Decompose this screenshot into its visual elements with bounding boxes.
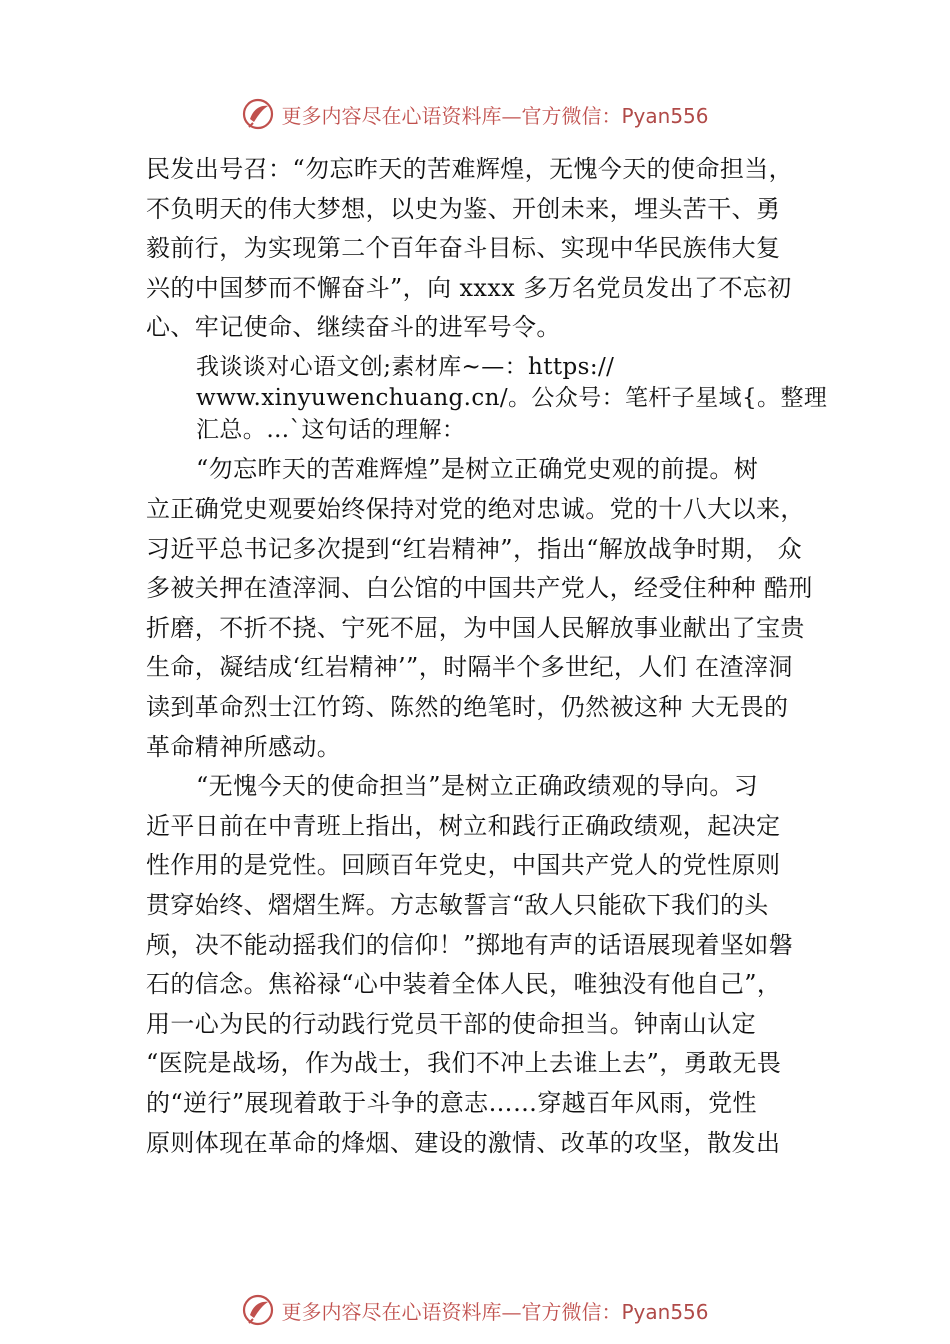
document-body	[146, 150, 836, 1163]
footer-banner-text: 更多内容尽在心语资料库—官方微信：Pyan556	[281, 1299, 709, 1324]
text-line: 用一心为民的行动践行党员干部的使命担当。钟南山认定	[146, 1009, 756, 1038]
text-line: 原则体现在革命的烽烟、建设的激情、改革的攻坚，散发出	[146, 1128, 781, 1157]
text-line: 毅前行，为实现第二个百年奋斗目标、实现中华民族伟大复	[146, 234, 781, 263]
logo-icon	[241, 97, 275, 131]
source-line: www.xinyuwenchuang.cn/。公众号：笔杆子星域{。整理	[196, 385, 828, 412]
text-line: 不负明天的伟大梦想，以史为鉴、开创未来，埋头苦干、勇	[146, 194, 781, 223]
header-banner-text: 更多内容尽在心语资料库—官方微信：Pyan556	[281, 103, 709, 128]
text-line: 颅，决不能动摇我们的信仰！”掷地有声的话语展现着坚如磐	[146, 930, 794, 959]
text-line: 立正确党史观要始终保持对党的绝对忠诚。党的十八大以来，	[146, 495, 805, 524]
header-banner	[0, 94, 950, 134]
text-line: 习近平总书记多次提到“红岩精神”，指出“解放战争时期， 众	[146, 534, 803, 563]
text-line: “无愧今天的使命担当”是树立正确政绩观的导向。习	[196, 772, 759, 801]
text-line: 性作用的是党性。回顾百年党史，中国共产党人的党性原则	[146, 851, 781, 880]
text-line: 贯穿始终、熠熠生辉。方志敏誓言“敌人只能砍下我们的头	[146, 891, 769, 919]
source-line: 我谈谈对心语文创;素材库~—：https://	[196, 353, 615, 380]
text-line: 石的信念。焦裕禄“心中装着全体人民，唯独没有他自己”，	[146, 970, 782, 999]
text-line: 心、牢记使命、继续奋斗的进军号令。	[146, 313, 561, 342]
text-line: “勿忘昨天的苦难辉煌”是树立正确党史观的前提。树	[196, 455, 759, 484]
text-line: 兴的中国梦而不懈奋斗”，向 xxxx 多万名党员发出了不忘初	[146, 273, 792, 302]
text-line: 民发出号召：“勿忘昨天的苦难辉煌，无愧今天的使命担当，	[146, 155, 794, 183]
source-line: 汇总。…`这句话的理解：	[196, 416, 466, 443]
logo-icon	[241, 1293, 275, 1327]
text-line: 革命精神所感动。	[146, 732, 342, 761]
text-line: 读到革命烈士江竹筠、陈然的绝笔时，仍然被这种 大无畏的	[146, 693, 789, 722]
footer-wechat-id: Pyan556	[621, 1299, 709, 1324]
text-line: “医院是战场，作为战士，我们不冲上去谁上去”，勇敢无畏	[146, 1049, 782, 1078]
text-line: 近平日前在中青班上指出，树立和践行正确政绩观，起决定	[146, 811, 781, 840]
text-line: 的“逆行”展现着敢于斗争的意志……穿越百年风雨，党性	[146, 1088, 757, 1117]
text-line: 多被关押在渣滓洞、白公馆的中国共产党人，经受住种种 酷刑	[146, 574, 813, 603]
header-wechat-id: Pyan556	[621, 103, 709, 128]
footer-banner	[0, 1290, 950, 1330]
text-line: 生命，凝结成‘红岩精神’”，时隔半个多世纪，人们 在渣滓洞	[146, 653, 793, 682]
text-line: 折磨，不折不挠、宁死不屈，为中国人民解放事业献出了宝贵	[146, 613, 805, 642]
